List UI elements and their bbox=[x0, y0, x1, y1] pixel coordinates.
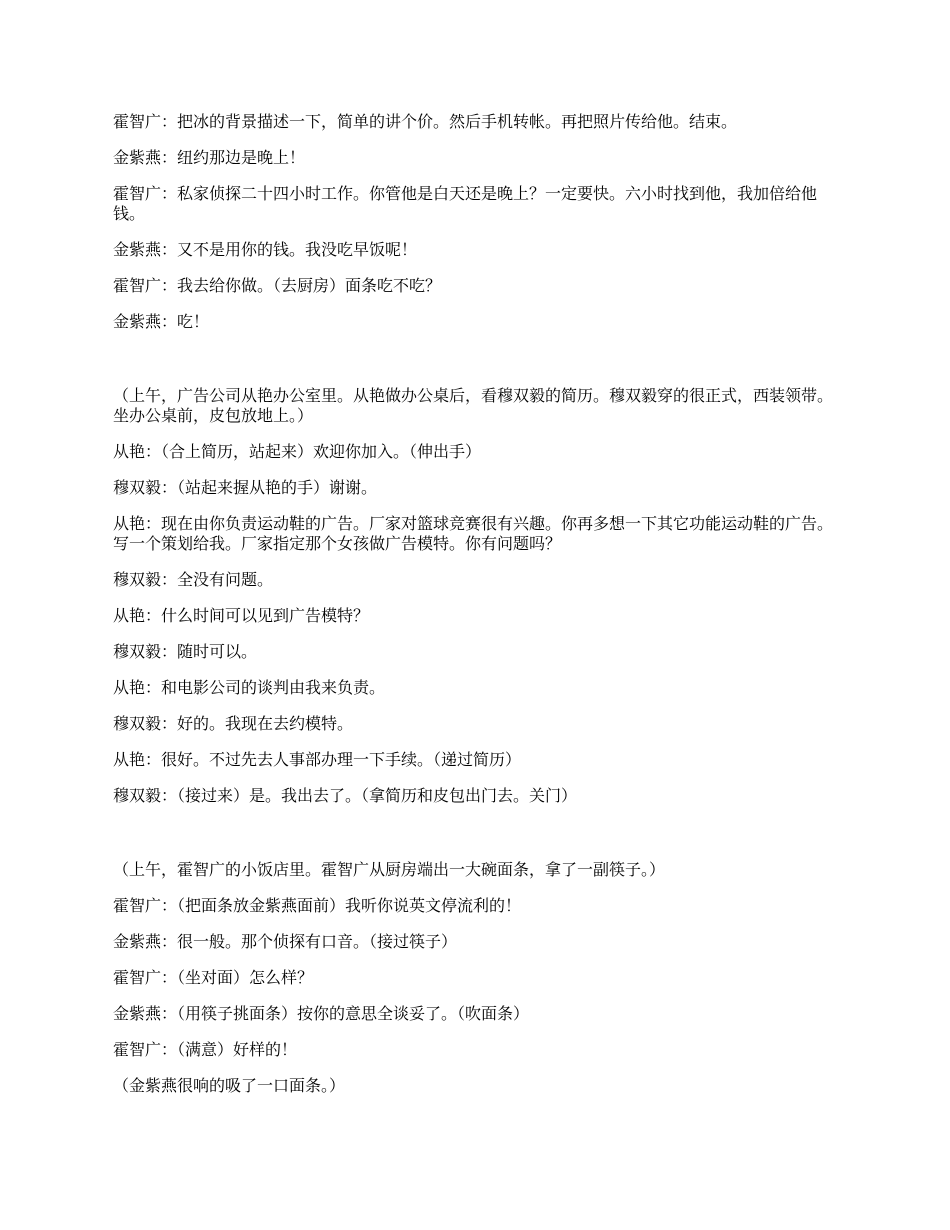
dialogue-line: 从艳：现在由你负责运动鞋的广告。厂家对篮球竞赛很有兴趣。你再多想一下其它功能运动鞋的广告。写一个策划给我。厂家指定那个女孩做广告模特。你有问题吗？ bbox=[113, 514, 834, 553]
dialogue-line: 金紫燕：纽约那边是晚上！ bbox=[113, 148, 306, 167]
dialogue-line: 霍智广：私家侦探二十四小时工作。你管他是白天还是晚上？一定要快。六小时找到他，我加倍给他钱。 bbox=[113, 184, 818, 223]
stage-direction: （上午，广告公司从艳办公室里。从艳做办公桌后，看穆双毅的简历。穆双毅穿的很正式，西装领带。坐办公桌前，皮包放地上。） bbox=[113, 386, 834, 425]
dialogue-line: 从艳：什么时间可以见到广告模特？ bbox=[113, 606, 370, 625]
dialogue-line: 从艳：和电影公司的谈判由我来负责。 bbox=[113, 678, 386, 697]
dialogue-line: 穆双毅：全没有问题。 bbox=[113, 570, 274, 589]
scene-1 bbox=[113, 112, 843, 332]
scene-2 bbox=[113, 386, 843, 806]
dialogue-line: 金紫燕：吃！ bbox=[113, 312, 210, 331]
dialogue-line: 霍智广：（把面条放金紫燕面前）我听你说英文停流利的！ bbox=[113, 896, 522, 915]
dialogue-line: 金紫燕：又不是用你的钱。我没吃早饭呢！ bbox=[113, 240, 418, 259]
dialogue-line: 霍智广：把冰的背景描述一下，简单的讲个价。然后手机转帐。再把照片传给他。结束。 bbox=[113, 112, 738, 131]
dialogue-line: 从艳：（合上简历，站起来）欢迎你加入。（伸出手） bbox=[113, 442, 482, 461]
dialogue-line: 金紫燕：（用筷子挑面条）按你的意思全谈妥了。（吹面条） bbox=[113, 1004, 530, 1023]
stage-direction: （上午，霍智广的小饭店里。霍智广从厨房端出一大碗面条，拿了一副筷子。） bbox=[113, 860, 666, 879]
dialogue-line: 穆双毅：（接过来）是。我出去了。（拿简历和皮包出门去。关门） bbox=[113, 786, 578, 805]
dialogue-line: 穆双毅：（站起来握从艳的手）谢谢。 bbox=[113, 478, 378, 497]
dialogue-line: 霍智广：（坐对面）怎么样？ bbox=[113, 968, 314, 987]
dialogue-line: 金紫燕：很一般。那个侦探有口音。（接过筷子） bbox=[113, 932, 458, 951]
dialogue-line: 穆双毅：好的。我现在去约模特。 bbox=[113, 714, 354, 733]
scene-3 bbox=[113, 860, 843, 1096]
dialogue-line: 霍智广：我去给你做。（去厨房）面条吃不吃？ bbox=[113, 276, 442, 295]
script-body bbox=[113, 112, 843, 1112]
scene-break bbox=[113, 348, 843, 386]
dialogue-line: 霍智广：（满意）好样的！ bbox=[113, 1040, 298, 1059]
stage-direction: （金紫燕很响的吸了一口面条。） bbox=[113, 1076, 346, 1095]
dialogue-line: 从艳：很好。不过先去人事部办理一下手续。（递过简历） bbox=[113, 750, 522, 769]
scene-break bbox=[113, 822, 843, 860]
dialogue-line: 穆双毅：随时可以。 bbox=[113, 642, 258, 661]
